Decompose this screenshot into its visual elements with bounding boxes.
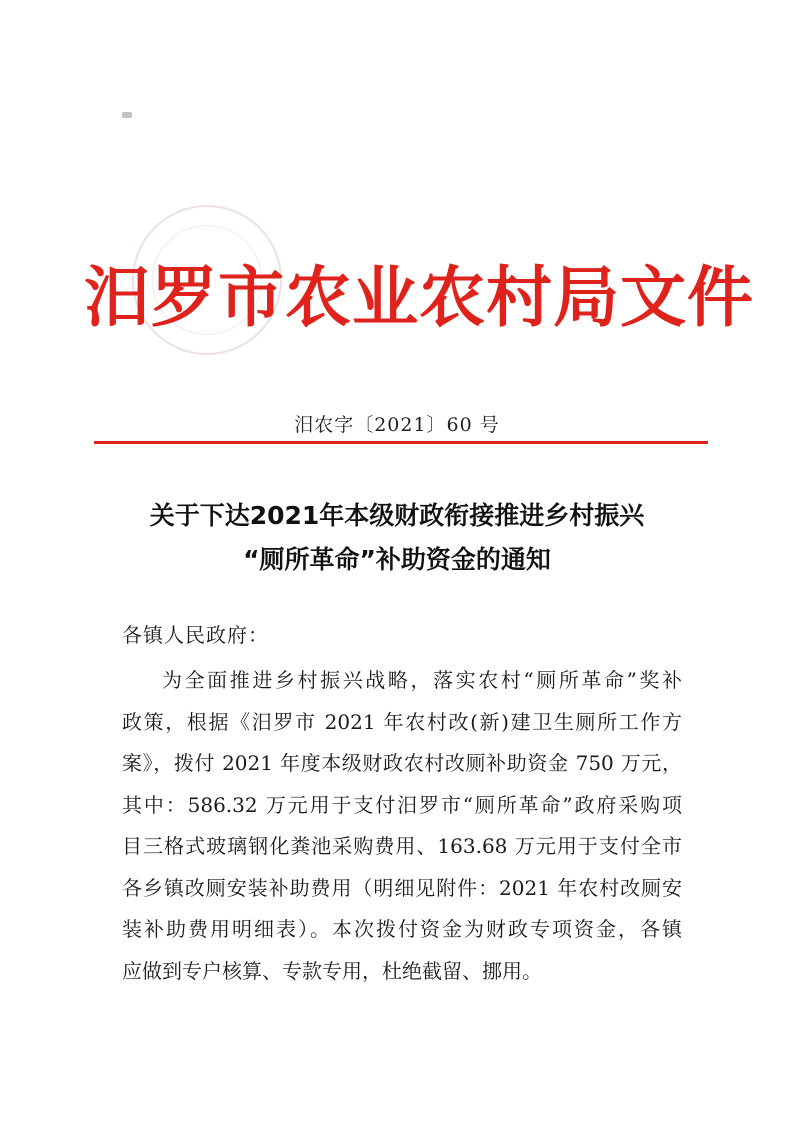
body-line: 案》，拨付 2021 年度本级财政农村改厕补助资金 750 万元， (122, 751, 682, 775)
body-paragraph (122, 660, 682, 992)
issuing-authority-title: 汨罗市农业农村局文件 (84, 258, 754, 336)
notice-title (80, 494, 714, 582)
body-line: 各乡镇改厕安装补助费用（明细见附件：2021 年农村改厕安 (122, 875, 682, 900)
body-line: 应做到专户核算、专款专用，杜绝截留、挪用。 (122, 958, 542, 983)
salutation: 各镇人民政府： (122, 623, 269, 647)
notice-title-line-1: 关于下达2021年本级财政衔接推进乡村振兴 (149, 501, 645, 530)
notice-title-line-2: “厕所革命”补助资金的通知 (243, 545, 551, 574)
scan-mark (122, 112, 132, 118)
body-line: 装补助费用明细表）。本次拨付资金为财政专项资金，各镇 (122, 917, 682, 941)
body-line: 其中：586.32 万元用于支付汨罗市“厕所革命”政府采购项 (122, 792, 682, 817)
body-line: 政策，根据《汨罗市 2021 年农村改(新)建卫生厕所工作方 (122, 709, 682, 734)
body-line: 目三格式玻璃钢化粪池采购费用、163.68 万元用于支付全市 (122, 834, 682, 858)
body-line: 为全面推进乡村振兴战略，落实农村“厕所革命”奖补 (162, 668, 682, 692)
document-number: 汨农字〔2021〕60 号 (294, 414, 500, 436)
red-separator-line (94, 441, 708, 444)
